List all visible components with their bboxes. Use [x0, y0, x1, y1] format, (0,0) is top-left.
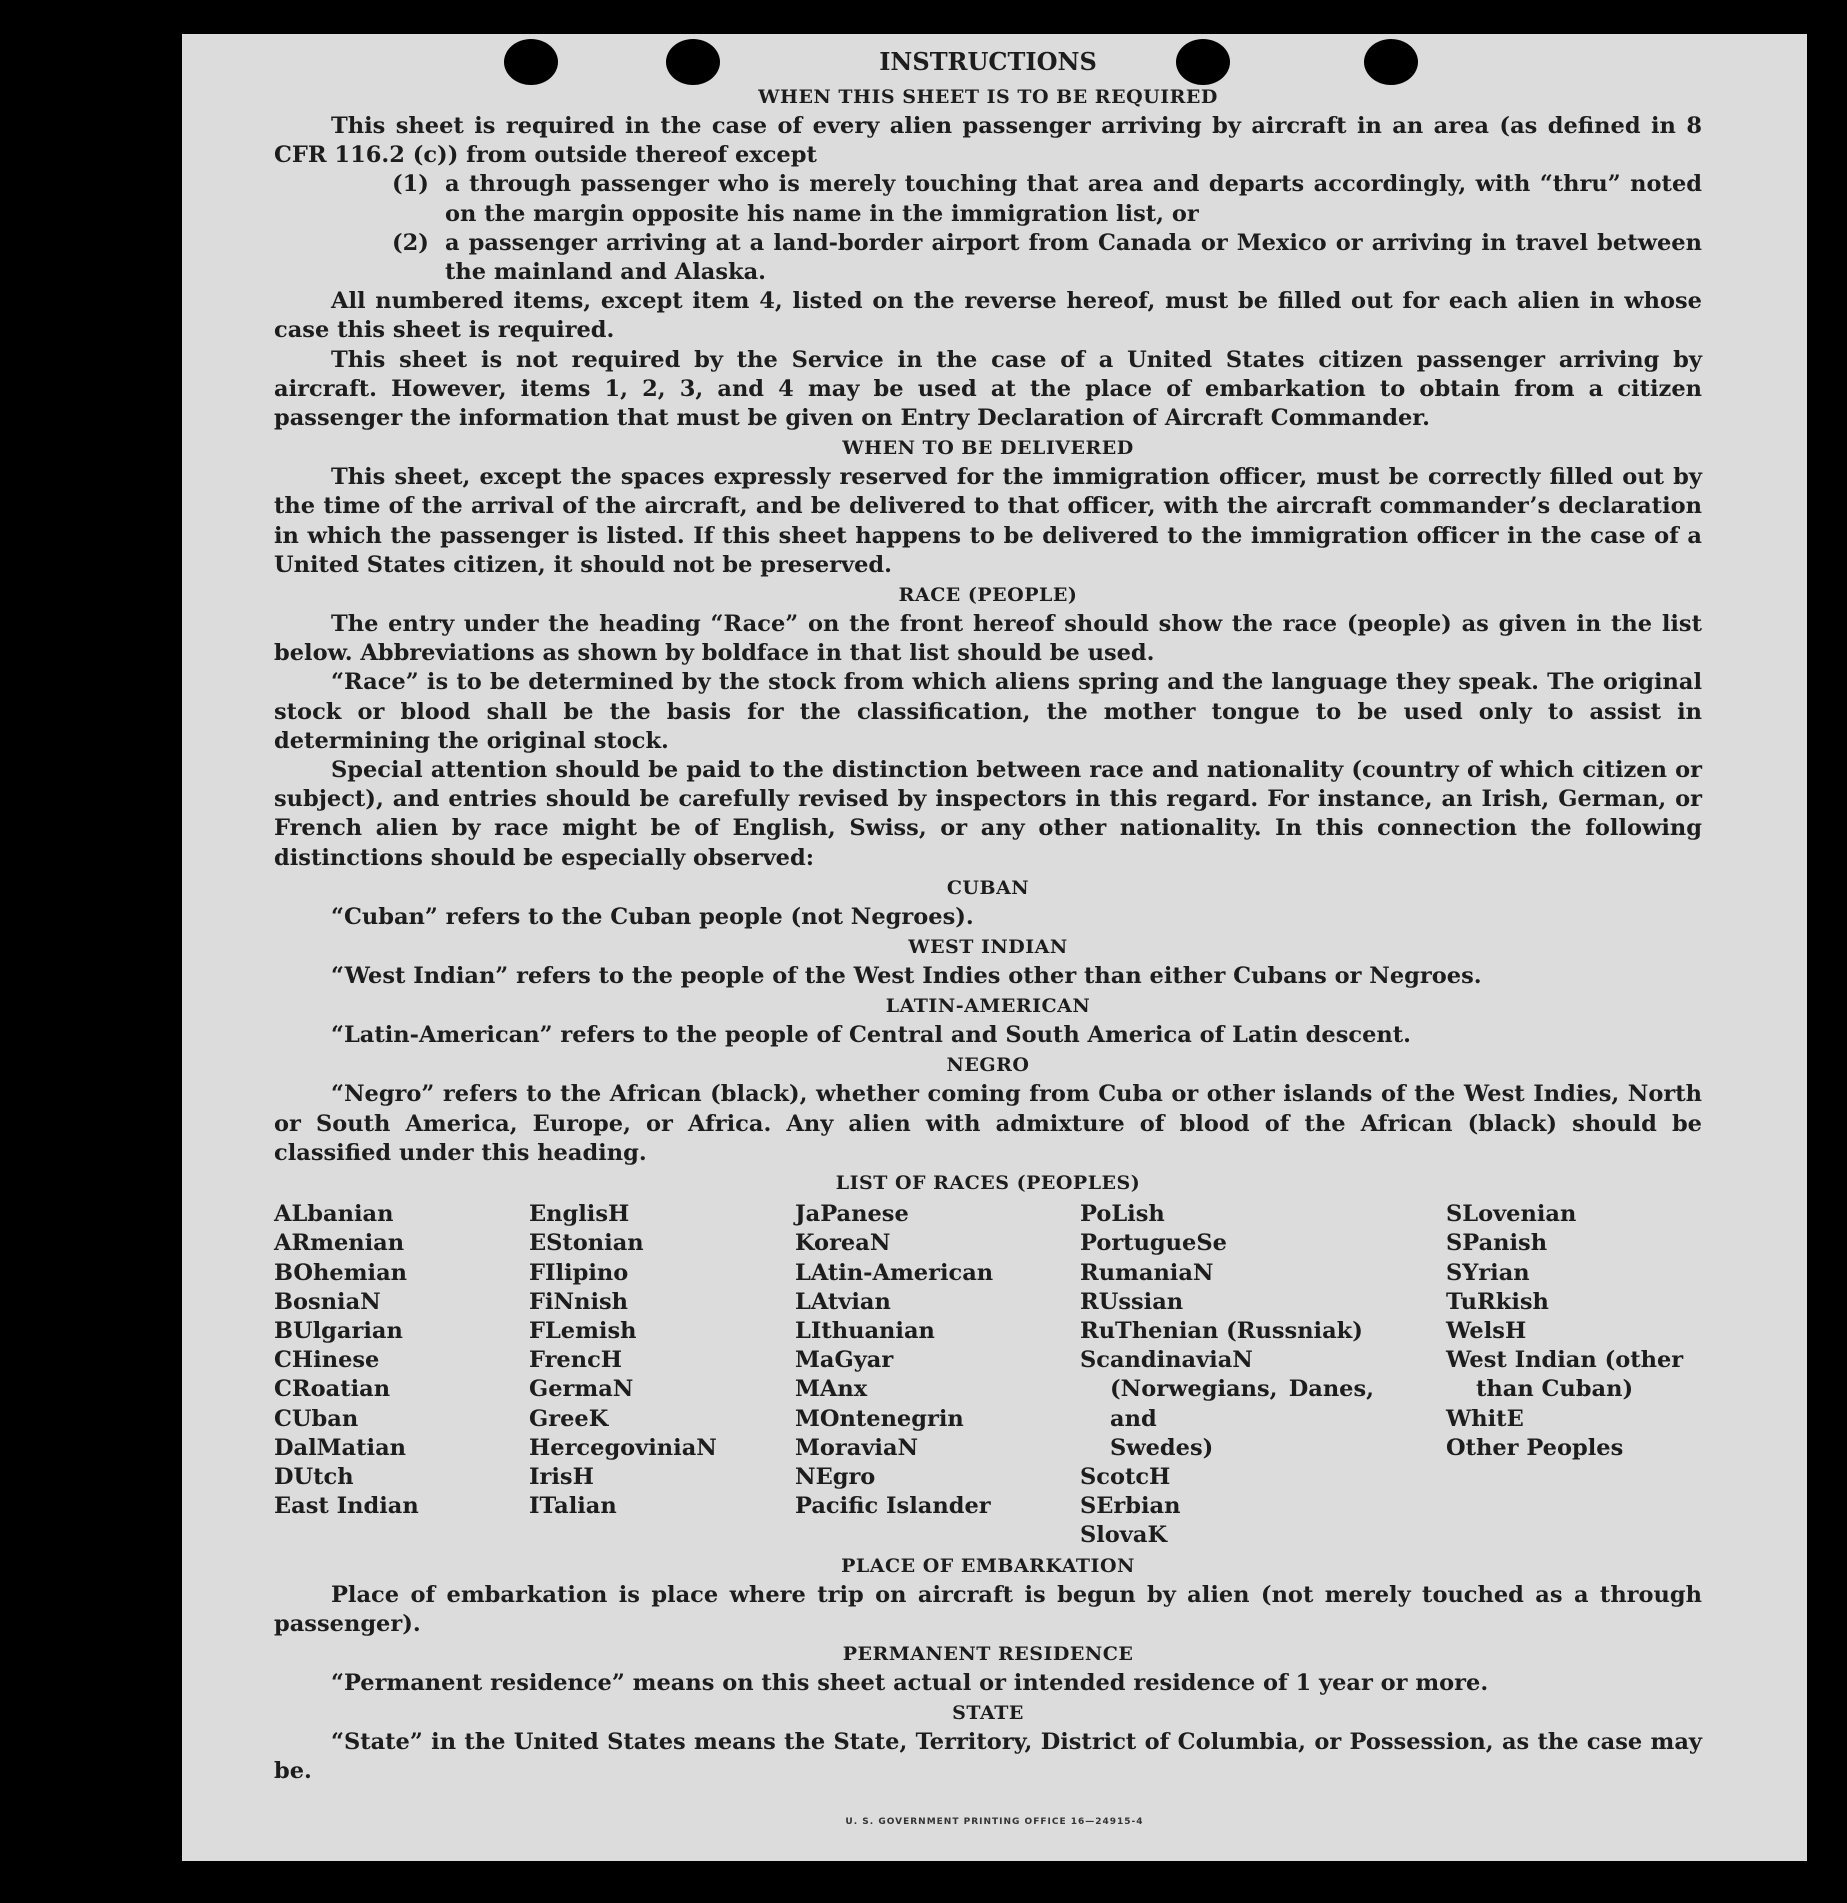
paragraph: “Negro” refers to the African (black), whether coming from Cuba or other islands of the West Indies, North or South America, Europe, or Africa. Any alien with admixture of blood of the African (black) should be classified under this heading. — [274, 1081, 1702, 1166]
races-column — [795, 1200, 1080, 1550]
race-item: LIthuanian — [795, 1317, 935, 1344]
paragraph: “Permanent residence” means on this sheet actual or intended residence of 1 year or more. — [331, 1669, 1489, 1696]
race-item: SLovenian — [1446, 1201, 1577, 1228]
race-item: BosniaN — [274, 1288, 381, 1315]
paragraph: Special attention should be paid to the distinction between race and nationality (country of which citizen or subject), and entries should be carefully revised by inspectors in this regard. For instance, an Irish, German, or French alien by race might be of English, Swiss, or any other nationality. In this connection the following distinctions should be especially observed: — [274, 757, 1702, 871]
race-item: FLemish — [529, 1317, 637, 1344]
race-item: HercegoviniaN — [529, 1434, 717, 1461]
races-list — [274, 1200, 1702, 1550]
race-item: West Indian (other than Cuban) — [1446, 1347, 1684, 1403]
race-item: PoLish — [1080, 1201, 1165, 1228]
race-item: JaPanese — [795, 1201, 909, 1228]
race-item: GreeK — [529, 1405, 609, 1432]
exception-number: (1) — [392, 171, 429, 198]
paragraph: This sheet, except the spaces expressly reserved for the immigration officer, must be correctly filled out by the time of the arrival of the aircraft, and be delivered to that officer, with the aircraft commander’s declaration in which the passenger is listed. If this sheet happens to be delivered to the immigration officer in the case of a United States citizen, it should not be preserved. — [274, 464, 1702, 578]
race-item: FrencH — [529, 1347, 623, 1374]
paragraph: All numbered items, except item 4, listed on the reverse hereof, must be filled out for each alien in whose case this sheet is required. — [274, 288, 1702, 344]
race-item: Pacific Islander — [795, 1493, 991, 1520]
section-heading-permanent-residence: PERMANENT RESIDENCE — [842, 1642, 1134, 1665]
race-item: Other Peoples — [1446, 1434, 1624, 1461]
page-title: INSTRUCTIONS — [879, 47, 1097, 76]
race-item: ITalian — [529, 1493, 617, 1520]
race-item: KoreaN — [795, 1230, 891, 1257]
paragraph: “West Indian” refers to the people of the West Indies other than either Cubans or Negroes. — [331, 963, 1482, 990]
race-item: MoraviaN — [795, 1434, 919, 1461]
race-item: WelsH — [1446, 1317, 1527, 1344]
race-item: NEgro — [795, 1463, 876, 1490]
race-item: MaGyar — [795, 1347, 894, 1374]
section-heading-latin-american: LATIN-AMERICAN — [885, 995, 1091, 1018]
race-item: RumaniaN — [1080, 1259, 1214, 1286]
race-item: RUssian — [1080, 1288, 1184, 1315]
race-item: CRoatian — [274, 1376, 391, 1403]
races-column — [274, 1200, 529, 1550]
exception-number: (2) — [392, 229, 429, 256]
race-item: DalMatian — [274, 1434, 407, 1461]
race-item: LAtin-American — [795, 1259, 994, 1286]
race-item: ALbanian — [274, 1201, 394, 1228]
race-item: SlovaK — [1080, 1522, 1168, 1549]
race-item: IrisH — [529, 1463, 594, 1490]
race-item: FIlipino — [529, 1259, 629, 1286]
section-heading-cuban: CUBAN — [946, 876, 1030, 899]
paragraph: Place of embarkation is place where trip on aircraft is begun by alien (not merely touched as a through passenger). — [274, 1581, 1702, 1637]
section-heading-list-of-races: LIST OF RACES (PEOPLES) — [835, 1172, 1141, 1195]
race-item: BUlgarian — [274, 1317, 403, 1344]
section-heading-when-delivered: WHEN TO BE DELIVERED — [842, 437, 1134, 460]
race-item: TuRkish — [1446, 1288, 1549, 1315]
race-item: East Indian — [274, 1493, 419, 1520]
race-item: ScotcH — [1080, 1463, 1171, 1490]
race-item: RuThenian (Russniak) — [1080, 1317, 1363, 1344]
race-item: SYrian — [1446, 1259, 1530, 1286]
section-heading-west-indian: WEST INDIAN — [908, 936, 1068, 959]
race-item: BOhemian — [274, 1259, 408, 1286]
paragraph: “State” in the United States means the State, Territory, District of Columbia, or Possession, as the case may be. — [274, 1729, 1702, 1785]
race-item: FiNnish — [529, 1288, 629, 1315]
exception-item — [392, 170, 1702, 228]
paragraph: This sheet is required in the case of every alien passenger arriving by aircraft in an area (as defined in 8 CFR 116.2 (c)) from outside thereof except — [274, 113, 1702, 169]
race-item: CHinese — [274, 1347, 380, 1374]
paragraph: “Race” is to be determined by the stock from which aliens spring and the language they speak. The original stock or blood shall be the basis for the classification, the mother tongue to be used only to assist in determining the original stock. — [274, 669, 1702, 754]
document-sheet — [182, 34, 1807, 1861]
paragraph: The entry under the heading “Race” on the front hereof should show the race (people) as given in the list below. Abbreviations as shown by boldface in that list should be used. — [274, 611, 1702, 667]
race-item: MAnx — [795, 1376, 868, 1403]
race-item: DUtch — [274, 1463, 354, 1490]
race-item: WhitE — [1446, 1405, 1524, 1432]
races-column — [1080, 1200, 1446, 1550]
exception-text: a through passenger who is merely touching that area and departs accordingly, with “thru” noted on the margin opposite his name in the immigration list, or — [445, 171, 1702, 227]
exception-item — [392, 229, 1702, 287]
section-heading-embarkation: PLACE OF EMBARKATION — [841, 1554, 1135, 1577]
section-heading-state: STATE — [952, 1702, 1024, 1725]
race-item-continuation: Swedes) — [1110, 1434, 1214, 1461]
race-item: PortugueSe — [1080, 1230, 1227, 1257]
race-item: SPanish — [1446, 1230, 1548, 1257]
section-heading-when-required: WHEN THIS SHEET IS TO BE REQUIRED — [758, 86, 1218, 108]
race-item: GermaN — [529, 1376, 634, 1403]
printer-imprint: U. S. GOVERNMENT PRINTING OFFICE 16—24915-4 — [845, 1817, 1144, 1827]
section-heading-negro: NEGRO — [946, 1054, 1030, 1077]
section-heading-race: RACE (PEOPLE) — [898, 584, 1078, 607]
race-item: CUban — [274, 1405, 359, 1432]
race-item: EStonian — [529, 1230, 644, 1257]
race-item: ScandinaviaN (Norwegians, Danes, and — [1080, 1347, 1374, 1432]
paragraph: “Cuban” refers to the Cuban people (not Negroes). — [331, 903, 974, 930]
race-item: EnglisH — [529, 1201, 630, 1228]
race-item: MOntenegrin — [795, 1405, 964, 1432]
races-column — [1446, 1200, 1702, 1550]
race-item: SErbian — [1080, 1493, 1181, 1520]
race-item: ARmenian — [274, 1230, 405, 1257]
race-item: LAtvian — [795, 1288, 891, 1315]
paragraph: This sheet is not required by the Service in the case of a United States citizen passenger arriving by aircraft. However, items 1, 2, 3, and 4 may be used at the place of embarkation to obtain from a citizen passenger the information that must be given on Entry Declaration of Aircraft Commander. — [274, 346, 1702, 432]
paragraph: “Latin-American” refers to the people of Central and South America of Latin descent. — [331, 1022, 1411, 1049]
exception-text: a passenger arriving at a land-border airport from Canada or Mexico or arriving in travel between the mainland and Alaska. — [445, 229, 1702, 286]
races-column — [529, 1200, 795, 1550]
instructions-content — [274, 42, 1702, 1787]
